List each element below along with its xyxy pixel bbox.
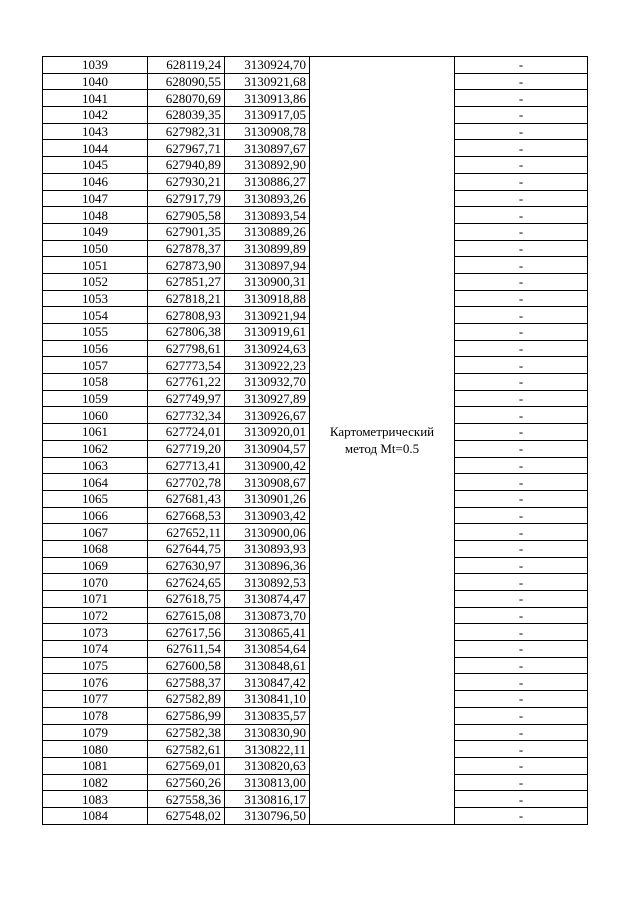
- precision-cell: -: [455, 123, 588, 140]
- method-cell: Картометрический метод Mt=0.5: [310, 57, 455, 825]
- point-number-cell: 1069: [43, 557, 148, 574]
- precision-cell: -: [455, 591, 588, 608]
- x-coordinate-cell: 627818,21: [148, 290, 225, 307]
- x-coordinate-cell: 627724,01: [148, 424, 225, 441]
- y-coordinate-cell: 3130899,89: [225, 240, 310, 257]
- precision-cell: -: [455, 507, 588, 524]
- precision-cell: -: [455, 273, 588, 290]
- y-coordinate-cell: 3130921,94: [225, 307, 310, 324]
- precision-cell: -: [455, 290, 588, 307]
- y-coordinate-cell: 3130820,63: [225, 757, 310, 774]
- x-coordinate-cell: 627611,54: [148, 641, 225, 658]
- x-coordinate-cell: 627806,38: [148, 324, 225, 341]
- x-coordinate-cell: 627652,11: [148, 524, 225, 541]
- y-coordinate-cell: 3130901,26: [225, 490, 310, 507]
- y-coordinate-cell: 3130841,10: [225, 691, 310, 708]
- x-coordinate-cell: 627586,99: [148, 707, 225, 724]
- x-coordinate-cell: 627749,97: [148, 390, 225, 407]
- point-number-cell: 1074: [43, 641, 148, 658]
- y-coordinate-cell: 3130913,86: [225, 90, 310, 107]
- x-coordinate-cell: 627558,36: [148, 791, 225, 808]
- precision-cell: -: [455, 574, 588, 591]
- y-coordinate-cell: 3130900,06: [225, 524, 310, 541]
- point-number-cell: 1051: [43, 257, 148, 274]
- y-coordinate-cell: 3130854,64: [225, 641, 310, 658]
- point-number-cell: 1044: [43, 140, 148, 157]
- y-coordinate-cell: 3130893,54: [225, 207, 310, 224]
- precision-cell: -: [455, 390, 588, 407]
- x-coordinate-cell: 627582,61: [148, 741, 225, 758]
- precision-cell: -: [455, 524, 588, 541]
- precision-cell: -: [455, 173, 588, 190]
- point-number-cell: 1060: [43, 407, 148, 424]
- x-coordinate-cell: 627930,21: [148, 173, 225, 190]
- precision-cell: -: [455, 607, 588, 624]
- point-number-cell: 1068: [43, 540, 148, 557]
- precision-cell: -: [455, 257, 588, 274]
- y-coordinate-cell: 3130835,57: [225, 707, 310, 724]
- precision-cell: -: [455, 374, 588, 391]
- precision-cell: -: [455, 157, 588, 174]
- precision-cell: -: [455, 707, 588, 724]
- precision-cell: -: [455, 774, 588, 791]
- point-number-cell: 1076: [43, 674, 148, 691]
- y-coordinate-cell: 3130900,31: [225, 273, 310, 290]
- precision-cell: -: [455, 107, 588, 124]
- y-coordinate-cell: 3130847,42: [225, 674, 310, 691]
- x-coordinate-cell: 627967,71: [148, 140, 225, 157]
- point-number-cell: 1066: [43, 507, 148, 524]
- y-coordinate-cell: 3130924,70: [225, 57, 310, 74]
- point-number-cell: 1084: [43, 807, 148, 824]
- point-number-cell: 1057: [43, 357, 148, 374]
- y-coordinate-cell: 3130874,47: [225, 591, 310, 608]
- precision-cell: -: [455, 691, 588, 708]
- y-coordinate-cell: 3130927,89: [225, 390, 310, 407]
- x-coordinate-cell: 627873,90: [148, 257, 225, 274]
- point-number-cell: 1039: [43, 57, 148, 74]
- y-coordinate-cell: 3130900,42: [225, 457, 310, 474]
- precision-cell: -: [455, 807, 588, 824]
- y-coordinate-cell: 3130917,05: [225, 107, 310, 124]
- precision-cell: -: [455, 440, 588, 457]
- x-coordinate-cell: 627917,79: [148, 190, 225, 207]
- point-number-cell: 1067: [43, 524, 148, 541]
- point-number-cell: 1078: [43, 707, 148, 724]
- precision-cell: -: [455, 73, 588, 90]
- y-coordinate-cell: 3130921,68: [225, 73, 310, 90]
- x-coordinate-cell: 627630,97: [148, 557, 225, 574]
- x-coordinate-cell: 627681,43: [148, 490, 225, 507]
- y-coordinate-cell: 3130893,26: [225, 190, 310, 207]
- precision-cell: -: [455, 757, 588, 774]
- precision-cell: -: [455, 490, 588, 507]
- y-coordinate-cell: 3130908,67: [225, 474, 310, 491]
- y-coordinate-cell: 3130897,94: [225, 257, 310, 274]
- point-number-cell: 1061: [43, 424, 148, 441]
- precision-cell: -: [455, 140, 588, 157]
- y-coordinate-cell: 3130926,67: [225, 407, 310, 424]
- point-number-cell: 1081: [43, 757, 148, 774]
- x-coordinate-cell: 627798,61: [148, 340, 225, 357]
- precision-cell: -: [455, 340, 588, 357]
- table-row: [43, 57, 588, 74]
- x-coordinate-cell: 628039,35: [148, 107, 225, 124]
- point-number-cell: 1049: [43, 223, 148, 240]
- precision-cell: -: [455, 624, 588, 641]
- precision-cell: -: [455, 307, 588, 324]
- point-number-cell: 1055: [43, 324, 148, 341]
- y-coordinate-cell: 3130908,78: [225, 123, 310, 140]
- x-coordinate-cell: 627719,20: [148, 440, 225, 457]
- x-coordinate-cell: 627615,08: [148, 607, 225, 624]
- y-coordinate-cell: 3130848,61: [225, 657, 310, 674]
- precision-cell: -: [455, 724, 588, 741]
- x-coordinate-cell: 627905,58: [148, 207, 225, 224]
- x-coordinate-cell: 627982,31: [148, 123, 225, 140]
- y-coordinate-cell: 3130896,36: [225, 557, 310, 574]
- x-coordinate-cell: 627588,37: [148, 674, 225, 691]
- precision-cell: -: [455, 357, 588, 374]
- precision-cell: -: [455, 57, 588, 74]
- point-number-cell: 1083: [43, 791, 148, 808]
- precision-cell: -: [455, 474, 588, 491]
- point-number-cell: 1064: [43, 474, 148, 491]
- y-coordinate-cell: 3130924,63: [225, 340, 310, 357]
- point-number-cell: 1043: [43, 123, 148, 140]
- y-coordinate-cell: 3130932,70: [225, 374, 310, 391]
- y-coordinate-cell: 3130889,26: [225, 223, 310, 240]
- x-coordinate-cell: 627582,38: [148, 724, 225, 741]
- y-coordinate-cell: 3130816,17: [225, 791, 310, 808]
- x-coordinate-cell: 627940,89: [148, 157, 225, 174]
- precision-cell: -: [455, 324, 588, 341]
- y-coordinate-cell: 3130865,41: [225, 624, 310, 641]
- x-coordinate-cell: 627617,56: [148, 624, 225, 641]
- precision-cell: -: [455, 657, 588, 674]
- x-coordinate-cell: 627582,89: [148, 691, 225, 708]
- point-number-cell: 1040: [43, 73, 148, 90]
- x-coordinate-cell: 627761,22: [148, 374, 225, 391]
- precision-cell: -: [455, 791, 588, 808]
- precision-cell: -: [455, 424, 588, 441]
- point-number-cell: 1082: [43, 774, 148, 791]
- point-number-cell: 1070: [43, 574, 148, 591]
- point-number-cell: 1058: [43, 374, 148, 391]
- y-coordinate-cell: 3130822,11: [225, 741, 310, 758]
- y-coordinate-cell: 3130904,57: [225, 440, 310, 457]
- point-number-cell: 1075: [43, 657, 148, 674]
- x-coordinate-cell: 627600,58: [148, 657, 225, 674]
- point-number-cell: 1047: [43, 190, 148, 207]
- point-number-cell: 1052: [43, 273, 148, 290]
- x-coordinate-cell: 627618,75: [148, 591, 225, 608]
- x-coordinate-cell: 627569,01: [148, 757, 225, 774]
- precision-cell: -: [455, 540, 588, 557]
- precision-cell: -: [455, 223, 588, 240]
- point-number-cell: 1080: [43, 741, 148, 758]
- point-number-cell: 1077: [43, 691, 148, 708]
- point-number-cell: 1063: [43, 457, 148, 474]
- x-coordinate-cell: 628119,24: [148, 57, 225, 74]
- point-number-cell: 1048: [43, 207, 148, 224]
- y-coordinate-cell: 3130796,50: [225, 807, 310, 824]
- point-number-cell: 1054: [43, 307, 148, 324]
- point-number-cell: 1073: [43, 624, 148, 641]
- y-coordinate-cell: 3130886,27: [225, 173, 310, 190]
- point-number-cell: 1053: [43, 290, 148, 307]
- x-coordinate-cell: 628090,55: [148, 73, 225, 90]
- point-number-cell: 1062: [43, 440, 148, 457]
- y-coordinate-cell: 3130919,61: [225, 324, 310, 341]
- y-coordinate-cell: 3130892,90: [225, 157, 310, 174]
- point-number-cell: 1056: [43, 340, 148, 357]
- point-number-cell: 1042: [43, 107, 148, 124]
- x-coordinate-cell: 627851,27: [148, 273, 225, 290]
- precision-cell: -: [455, 674, 588, 691]
- x-coordinate-cell: 627668,53: [148, 507, 225, 524]
- y-coordinate-cell: 3130918,88: [225, 290, 310, 307]
- y-coordinate-cell: 3130920,01: [225, 424, 310, 441]
- x-coordinate-cell: 627808,93: [148, 307, 225, 324]
- precision-cell: -: [455, 741, 588, 758]
- y-coordinate-cell: 3130897,67: [225, 140, 310, 157]
- y-coordinate-cell: 3130873,70: [225, 607, 310, 624]
- point-number-cell: 1071: [43, 591, 148, 608]
- precision-cell: -: [455, 240, 588, 257]
- y-coordinate-cell: 3130813,00: [225, 774, 310, 791]
- point-number-cell: 1072: [43, 607, 148, 624]
- x-coordinate-cell: 627713,41: [148, 457, 225, 474]
- x-coordinate-cell: 627548,02: [148, 807, 225, 824]
- precision-cell: -: [455, 190, 588, 207]
- precision-cell: -: [455, 641, 588, 658]
- y-coordinate-cell: 3130892,53: [225, 574, 310, 591]
- point-number-cell: 1041: [43, 90, 148, 107]
- precision-cell: -: [455, 207, 588, 224]
- x-coordinate-cell: 627773,54: [148, 357, 225, 374]
- point-number-cell: 1079: [43, 724, 148, 741]
- precision-cell: -: [455, 407, 588, 424]
- point-number-cell: 1059: [43, 390, 148, 407]
- point-number-cell: 1050: [43, 240, 148, 257]
- x-coordinate-cell: 628070,69: [148, 90, 225, 107]
- x-coordinate-cell: 627901,35: [148, 223, 225, 240]
- x-coordinate-cell: 627878,37: [148, 240, 225, 257]
- precision-cell: -: [455, 457, 588, 474]
- coordinates-table: [42, 56, 588, 825]
- y-coordinate-cell: 3130830,90: [225, 724, 310, 741]
- y-coordinate-cell: 3130893,93: [225, 540, 310, 557]
- point-number-cell: 1065: [43, 490, 148, 507]
- x-coordinate-cell: 627732,34: [148, 407, 225, 424]
- precision-cell: -: [455, 90, 588, 107]
- x-coordinate-cell: 627702,78: [148, 474, 225, 491]
- x-coordinate-cell: 627624,65: [148, 574, 225, 591]
- table-body: [43, 57, 588, 825]
- precision-cell: -: [455, 557, 588, 574]
- x-coordinate-cell: 627644,75: [148, 540, 225, 557]
- point-number-cell: 1045: [43, 157, 148, 174]
- y-coordinate-cell: 3130922,23: [225, 357, 310, 374]
- x-coordinate-cell: 627560,26: [148, 774, 225, 791]
- y-coordinate-cell: 3130903,42: [225, 507, 310, 524]
- point-number-cell: 1046: [43, 173, 148, 190]
